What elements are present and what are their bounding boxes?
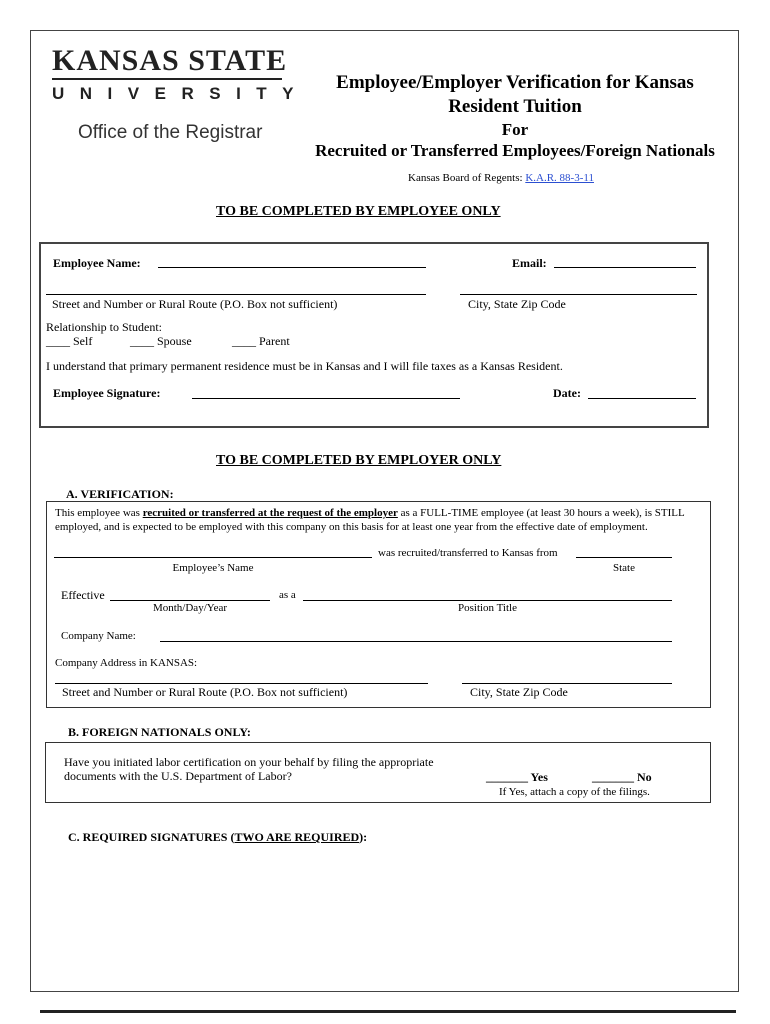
date-caption: Month/Day/Year xyxy=(152,602,228,614)
relationship-spouse[interactable]: ____ Spouse xyxy=(130,334,192,348)
effective-label: Effective xyxy=(61,588,105,602)
employee-signature-field[interactable] xyxy=(192,398,460,399)
logo-university: UNIVERSITY xyxy=(52,84,310,103)
employee-street-caption: Street and Number or Rural Route (P.O. Box not sufficient) xyxy=(52,297,338,311)
title-line-2: Resident Tuition xyxy=(448,96,582,117)
employee-signature-label: Employee Signature: xyxy=(53,386,161,400)
residency-statement: I understand that primary permanent residence must be in Kansas and I will file taxes as a Kansas Resident. xyxy=(46,359,563,373)
recruited-employee-name-field[interactable] xyxy=(54,557,372,558)
required-signatures-pre: C. REQUIRED SIGNATURES ( xyxy=(68,830,235,844)
recruited-text: was recruited/transferred to Kansas from xyxy=(378,547,558,559)
verification-heading: A. VERIFICATION: xyxy=(66,487,174,501)
required-signatures-post: ): xyxy=(359,830,368,844)
position-caption: Position Title xyxy=(457,602,517,614)
foreign-nationals-question-2: documents with the U.S. Department of Labor? xyxy=(64,769,292,783)
effective-date-field[interactable] xyxy=(110,600,270,601)
relationship-label: Relationship to Student: xyxy=(46,320,162,334)
logo-rule xyxy=(52,78,282,80)
company-street-field[interactable] xyxy=(55,683,428,684)
company-city-field[interactable] xyxy=(462,683,672,684)
company-address-label: Company Address in KANSAS: xyxy=(55,657,198,669)
employee-street-field[interactable] xyxy=(46,294,426,295)
logo-kansas-state: KANSAS STATE xyxy=(52,44,288,77)
foreign-nationals-question-1: Have you initiated labor certification on your behalf by filing the appropriate xyxy=(64,755,434,769)
required-signatures-heading xyxy=(68,830,367,845)
foreign-nationals-no[interactable]: _______ No xyxy=(592,770,652,784)
employee-city-caption: City, State Zip Code xyxy=(468,297,566,311)
foreign-nationals-yes[interactable]: _______ Yes xyxy=(486,770,548,784)
as-a-label: as a xyxy=(279,589,296,601)
employee-city-field[interactable] xyxy=(460,294,697,295)
employee-section-heading: TO BE COMPLETED BY EMPLOYEE ONLY xyxy=(216,204,501,219)
logo-office-registrar: Office of the Registrar xyxy=(78,122,263,143)
title-line-3: For xyxy=(501,120,529,139)
position-title-field[interactable] xyxy=(303,600,672,601)
company-name-field[interactable] xyxy=(160,641,672,642)
attach-note: If Yes, attach a copy of the filings. xyxy=(499,786,650,798)
regents-reference xyxy=(408,172,594,184)
state-caption: State xyxy=(613,562,635,574)
verification-pre: This employee was xyxy=(55,507,143,519)
email-label: Email: xyxy=(512,256,547,270)
employer-section-heading: TO BE COMPLETED BY EMPLOYER ONLY xyxy=(216,453,502,468)
foreign-nationals-heading: B. FOREIGN NATIONALS ONLY: xyxy=(68,725,251,739)
company-name-label: Company Name: xyxy=(61,630,136,642)
relationship-parent[interactable]: ____ Parent xyxy=(232,334,290,348)
title-line-4: Recruited or Transferred Employees/Foreign Nationals xyxy=(315,141,715,160)
employee-date-label: Date: xyxy=(553,386,581,400)
company-street-caption: Street and Number or Rural Route (P.O. Box not sufficient) xyxy=(62,685,348,699)
relationship-self[interactable]: ____ Self xyxy=(46,334,93,348)
employee-name-caption: Employee’s Name xyxy=(172,562,254,574)
employee-name-label: Employee Name: xyxy=(53,256,141,270)
company-city-caption: City, State Zip Code xyxy=(470,685,568,699)
verification-post: as a FULL-TIME employee (at least 30 hours a week), is STILL xyxy=(397,507,685,519)
employee-name-field[interactable] xyxy=(158,267,426,268)
employee-date-field[interactable] xyxy=(588,398,696,399)
required-signatures-underlined: TWO ARE REQUIRED xyxy=(234,830,360,844)
title-line-1: Employee/Employer Verification for Kansas xyxy=(336,72,694,93)
bottom-rule xyxy=(40,1010,736,1013)
email-field[interactable] xyxy=(554,267,696,268)
verification-emphasis: recruited or transferred at the request of the employer xyxy=(142,507,398,519)
verification-line-2: employed, and is expected to be employed with this company on this basis for at least one year from the effective date of employment. xyxy=(55,521,648,533)
verification-statement xyxy=(55,507,707,519)
regents-label: Kansas Board of Regents: xyxy=(408,172,523,184)
kar-link[interactable]: K.A.R. 88-3-11 xyxy=(525,172,594,184)
recruited-state-field[interactable] xyxy=(576,557,672,558)
